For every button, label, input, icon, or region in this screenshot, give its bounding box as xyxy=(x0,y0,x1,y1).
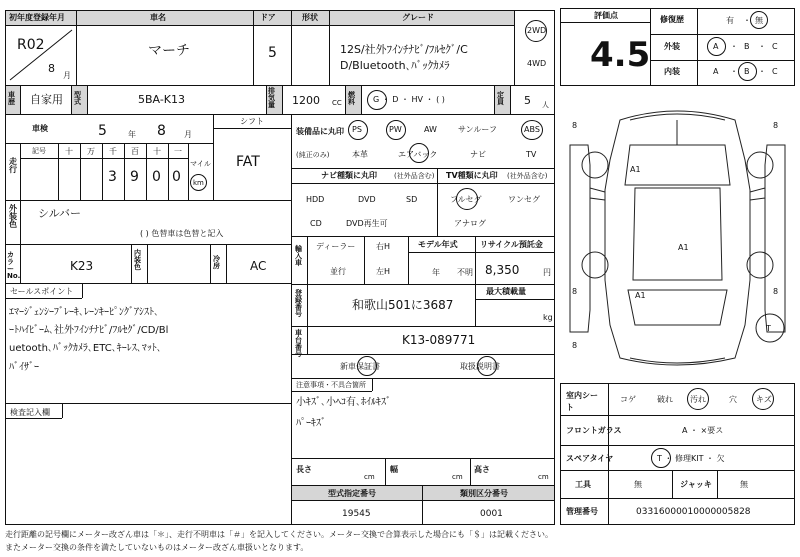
seat-opt-3: 穴 xyxy=(729,395,737,404)
recycle-unit: 円 xyxy=(543,268,551,277)
notes-line-0: 小ｷｽﾞ､小ﾍｺ有､ﾎｲﾙｷｽﾞ xyxy=(296,397,391,408)
tire-mark-rr: 8 xyxy=(773,287,779,296)
usage-label: 車歴 xyxy=(8,91,15,106)
color-label: 外装色 xyxy=(9,204,17,229)
fuel-options: G ・ D ・ HV ・ ( ) xyxy=(373,95,445,104)
exterior-dot1: ・ xyxy=(730,42,738,51)
type-code-value: 19545 xyxy=(342,509,371,519)
spare-t: T xyxy=(766,324,771,333)
interior-c: C xyxy=(772,67,778,76)
interior-a: A xyxy=(713,67,719,76)
chassis-value: K13-089771 xyxy=(402,333,476,347)
month-value: 8 xyxy=(48,62,55,75)
score-value: 4.5 xyxy=(590,35,651,75)
inspection-year-unit: 年 xyxy=(128,130,136,139)
jack-value: 無 xyxy=(740,480,748,489)
tire-mark-fl: 8 xyxy=(572,121,578,130)
grade-line2: D/Bluetooth､ﾊﾞｯｸｶﾒﾗ xyxy=(340,59,450,72)
glass-value: A ・ ×要ス xyxy=(682,426,724,435)
type-code-label: 型式指定番号 xyxy=(328,489,376,498)
check-label: 検査記入欄 xyxy=(10,408,50,417)
grade-label: グレード xyxy=(402,13,434,22)
shift-label: シフト xyxy=(240,117,264,126)
footer-line2: またメーター交換の条件を満たしていないものはメーター改ざん車扱いとなります。 xyxy=(5,543,309,552)
registration-value: 和歌山501に3687 xyxy=(352,298,454,312)
footer-line1: 走行距離の記号欄にメーター改ざん車は「＊」、走行不明車は「＃」を記入してください。メーター交換で合算表示した場合にも「＄」は記載ください。 xyxy=(5,530,553,539)
equipment-sublabel: (純正のみ) xyxy=(296,151,330,159)
repair-opt-0: 有 xyxy=(726,16,734,25)
sales-line-1: ｰﾄﾊｲﾋﾞｰﾑ､社外ﾌｲﾝﾁﾅﾋﾞ/ﾌﾙｾｸﾞ/CD/Bl xyxy=(9,325,169,336)
height-label: 高さ xyxy=(474,465,490,474)
inspection-month-unit: 月 xyxy=(184,130,192,139)
tv-label: TV種類に丸印 xyxy=(446,171,498,180)
mileage-h-4: 十 xyxy=(153,147,161,156)
car-name-value: マーチ xyxy=(148,43,190,59)
import-parallel: 並行 xyxy=(330,267,346,276)
spare-value: T ・ 修理KIT ・ 欠 xyxy=(657,454,725,463)
sales-line-0: ｴﾏｰｼﾞｪﾝｼｰﾌﾞﾚｰｷ､ﾚｰﾝｷｰﾋﾟﾝｸﾞｱｼｽﾄ､ xyxy=(9,307,159,318)
mileage-d-5: 0 xyxy=(172,169,181,185)
max-load-unit: kg xyxy=(543,313,553,322)
displacement-unit: CC xyxy=(332,99,342,107)
interior-color-label: 内装色 xyxy=(134,249,141,271)
mileage-unit-mile: マイル xyxy=(190,160,211,168)
capacity-label: 定員 xyxy=(497,91,504,106)
mileage-unit-km: km xyxy=(193,179,204,187)
tv-analog: アナログ xyxy=(454,219,486,228)
mileage-h-3: 百 xyxy=(131,147,139,156)
doors-value: 5 xyxy=(268,45,277,61)
mileage-h-2: 千 xyxy=(109,147,117,156)
color-value: シルバー xyxy=(38,207,81,220)
equip-pw: PW xyxy=(389,125,402,134)
length-unit: cm xyxy=(364,473,375,481)
car-diagram xyxy=(560,100,795,375)
aircon-label: 冷房 xyxy=(213,255,220,270)
mileage-d-2: 3 xyxy=(108,169,117,185)
notes-label: 注意事項・不具合箇所 xyxy=(296,381,366,389)
tire-mark-spare: 8 xyxy=(572,341,578,350)
model-year-unit: 年 xyxy=(432,268,440,277)
repair-opt-2: 無 xyxy=(755,16,763,25)
equip-airbag: エアバック xyxy=(398,150,438,159)
mileage-d-4: 0 xyxy=(152,169,161,185)
sales-line-3: ﾊﾞｲｻﾞｰ xyxy=(9,362,39,373)
damage-1: A1 xyxy=(630,165,641,174)
tire-mark-rl: 8 xyxy=(572,287,578,296)
interior-dot1: ・ xyxy=(730,67,738,76)
damage-3: A1 xyxy=(635,291,646,300)
chassis-label: 車台番号 xyxy=(295,329,302,358)
exterior-b: B xyxy=(744,42,750,51)
width-unit: cm xyxy=(452,473,463,481)
equip-ps: PS xyxy=(352,125,362,134)
doors-label: ドア xyxy=(260,13,276,22)
glass-label: フロントガラス xyxy=(566,426,622,435)
car-name-label: 車名 xyxy=(150,13,166,22)
control-label: 管理番号 xyxy=(566,507,598,516)
mileage-h-1: 万 xyxy=(87,147,95,156)
damage-2: A1 xyxy=(678,243,689,252)
equip-tv: TV xyxy=(526,150,537,159)
model-year-label: モデル年式 xyxy=(418,240,458,249)
model-label: 型式 xyxy=(74,91,81,106)
recycle-label: リサイクル預託金 xyxy=(480,240,543,249)
inspection-label: 車検 xyxy=(32,124,48,133)
mileage-h-5: 一 xyxy=(174,147,182,156)
max-load-label: 最大積載量 xyxy=(486,287,526,296)
month-unit: 月 xyxy=(63,71,71,80)
exterior-a: A xyxy=(713,42,719,51)
seat-opt-4: キズ xyxy=(756,395,772,404)
tools-value: 無 xyxy=(634,480,642,489)
length-label: 長さ xyxy=(296,465,312,474)
import-label: 輸入車 xyxy=(295,245,302,267)
capacity-value: 5 xyxy=(524,94,531,107)
notes-line-1: ﾊﾟｰｷｽﾞ xyxy=(296,418,326,429)
exterior-label: 外装 xyxy=(664,42,680,51)
equip-navi: ナビ xyxy=(470,150,486,159)
color-note: ( ) 色替車は色替と記入 xyxy=(140,229,224,238)
tire-mark-fr: 8 xyxy=(773,121,779,130)
interior-dot2: ・ xyxy=(758,67,766,76)
height-unit: cm xyxy=(538,473,549,481)
tv-oneseg: ワンセグ xyxy=(508,195,540,204)
navi-dvd: DVD xyxy=(358,195,376,204)
model-year-unknown: 不明 xyxy=(457,268,473,277)
interior-label: 内装 xyxy=(664,67,680,76)
shift-value: FAT xyxy=(236,154,260,170)
import-dealer: ディーラー xyxy=(316,242,356,251)
drive-4wd: 4WD xyxy=(527,59,547,68)
model-value: 5BA-K13 xyxy=(138,93,186,106)
navi-dvd-play: DVD再生可 xyxy=(346,219,388,228)
tools-label: 工具 xyxy=(575,480,591,489)
doc-manual: 取扱説明書 xyxy=(460,362,500,371)
import-right: 右H xyxy=(376,242,391,251)
grade-line1: 12S/社外ﾌｲﾝﾁﾅﾋﾞ/ﾌﾙｾｸﾞ/C xyxy=(340,43,468,56)
drive-2wd: 2WD xyxy=(527,26,547,35)
capacity-unit: 人 xyxy=(542,101,549,109)
seat-label: 室内シート xyxy=(566,391,598,412)
equip-abs: ABS xyxy=(524,125,540,134)
shape-label: 形状 xyxy=(302,13,318,22)
control-value: 03316000010000005828 xyxy=(636,507,751,517)
score-label: 評価点 xyxy=(594,11,618,20)
recycle-value: 8,350 xyxy=(485,263,520,277)
year-value: R02 xyxy=(17,37,45,53)
spare-label: スペアタイヤ xyxy=(566,454,614,463)
repair-history-label: 修復歴 xyxy=(660,15,684,24)
mileage-d-3: 9 xyxy=(130,169,139,185)
navi-label: ナビ種類に丸印 xyxy=(321,171,377,180)
aircon-value: AC xyxy=(250,259,267,273)
mileage-mark-label: 記号 xyxy=(32,147,46,155)
registration-label: 登録番号 xyxy=(295,289,302,318)
equipment-label: 装備品に丸印 xyxy=(296,127,344,136)
displacement-value: 1200 xyxy=(292,94,320,107)
repair-opt-1: ・ xyxy=(743,16,751,25)
sales-label: セールスポイント xyxy=(10,287,74,296)
navi-sd: SD xyxy=(406,195,418,204)
doc-warranty: 新車保証書 xyxy=(340,362,380,371)
navi-cd: CD xyxy=(310,219,322,228)
tv-fullseg: フルセグ xyxy=(450,195,482,204)
exterior-c: C xyxy=(772,42,778,51)
class-code-value: 0001 xyxy=(480,509,503,519)
equip-aw: AW xyxy=(424,125,437,134)
inspection-year: 5 xyxy=(98,123,107,139)
class-code-label: 類別区分番号 xyxy=(460,489,508,498)
first-reg-label: 初年度登録年月 xyxy=(9,13,65,22)
inspection-month: 8 xyxy=(157,123,166,139)
displacement-label: 排気量 xyxy=(268,87,275,109)
seat-opt-2: 汚れ xyxy=(690,395,706,404)
mileage-label: 走行 xyxy=(9,157,17,174)
seat-opt-1: 破れ xyxy=(657,395,673,404)
fuel-label: 燃料 xyxy=(348,91,355,106)
seat-opt-0: コゲ xyxy=(620,395,636,404)
jack-label: ジャッキ xyxy=(680,480,712,489)
width-label: 幅 xyxy=(390,465,398,474)
navi-hdd: HDD xyxy=(306,195,325,204)
mileage-h-0: 十 xyxy=(65,147,73,156)
equip-sunroof: サンルーフ xyxy=(458,125,497,134)
import-left: 左H xyxy=(376,267,391,276)
colorno-label: カラーNo. xyxy=(7,251,21,280)
navi-sublabel: (社外品含む) xyxy=(394,172,435,180)
usage-value: 自家用 xyxy=(30,93,63,106)
tv-sublabel: (社外品含む) xyxy=(507,172,548,180)
interior-b: B xyxy=(744,67,750,76)
colorno-value: K23 xyxy=(70,259,94,273)
sales-line-2: uetooth､ﾊﾞｯｸｶﾒﾗ､ETC､ｷｰﾚｽ､ﾏｯﾄ､ xyxy=(9,343,162,354)
exterior-dot2: ・ xyxy=(758,42,766,51)
equip-leather: 本革 xyxy=(352,150,368,159)
